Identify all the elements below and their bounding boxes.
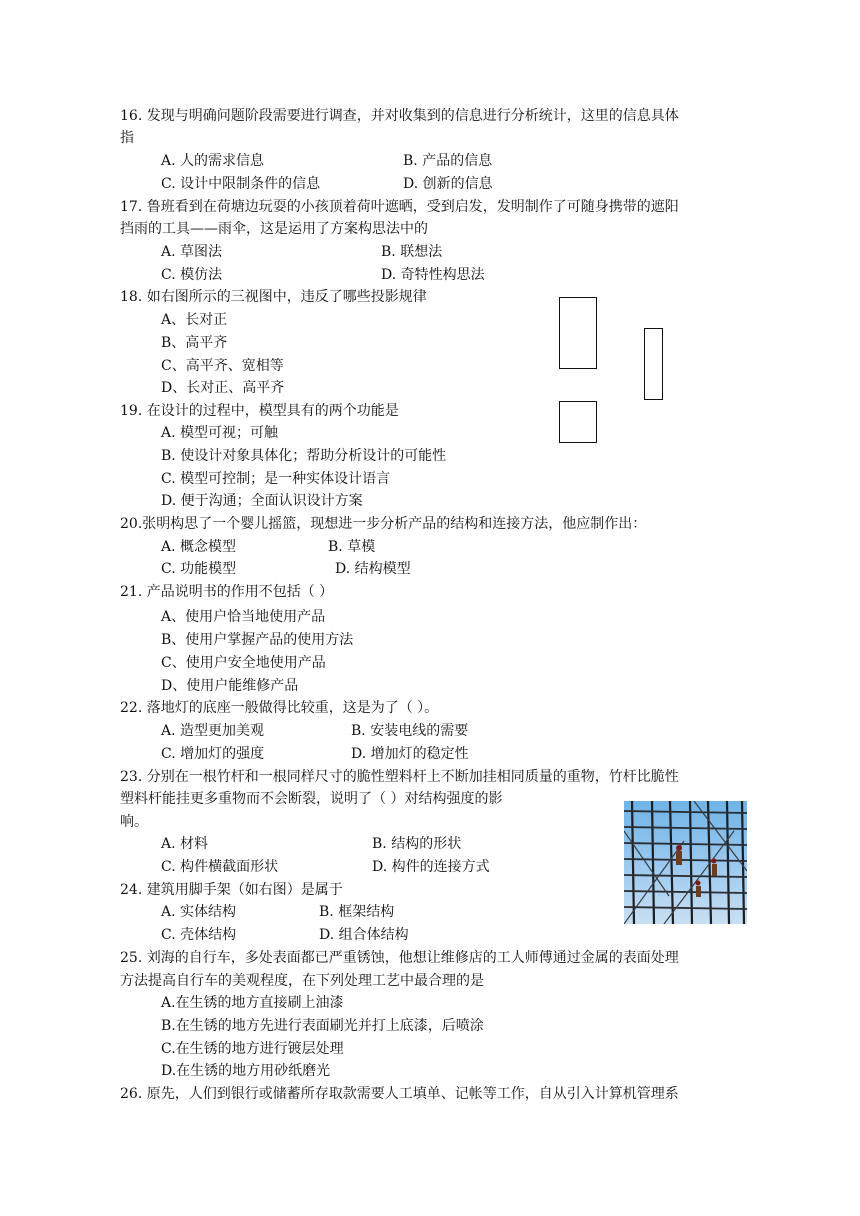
q23-option-c: C. 构件横截面形状 xyxy=(161,859,279,875)
q17-option-d: D. 奇特性构思法 xyxy=(381,267,485,283)
q19-option-c: C. 模型可控制；是一种实体设计语言 xyxy=(161,471,391,487)
q21-option-b: B、使用户掌握产品的使用方法 xyxy=(161,632,354,648)
q24-option-a: A. 实体结构 xyxy=(161,904,237,920)
q19-option-a: A. 模型可视；可触 xyxy=(161,425,279,441)
q19-option-b: B. 使设计对象具体化；帮助分析设计的可能性 xyxy=(161,448,447,464)
q18-option-d: D、长对正、高平齐 xyxy=(161,380,285,396)
q21-stem: 21. 产品说明书的作用不包括（ ） xyxy=(120,584,334,600)
q24-stem: 24. 建筑用脚手架（如右图）是属于 xyxy=(120,882,343,898)
side-view-rect xyxy=(644,328,663,400)
q20-option-a: A. 概念模型 xyxy=(161,539,237,555)
q18-option-b: B、高平齐 xyxy=(161,335,228,351)
q23-stem: 23. 分别在一根竹杆和一根同样尺寸的脆性塑料杆上不断加挂相同质量的重物，竹杆比脆性 xyxy=(120,769,679,785)
q21-option-d: D、使用户能维修产品 xyxy=(161,678,299,694)
q19-option-d: D. 便于沟通；全面认识设计方案 xyxy=(161,493,363,509)
q16-option-c: C. 设计中限制条件的信息 xyxy=(161,176,321,192)
q26-stem: 26. 原先，人们到银行或储蓄所存取款需要人工填单、记帐等工作，自从引入计算机管理系 xyxy=(120,1086,679,1102)
q23-option-d: D. 构件的连接方式 xyxy=(372,859,490,875)
q19-stem: 19. 在设计的过程中，模型具有的两个功能是 xyxy=(120,403,399,419)
scaffolding-illustration xyxy=(624,801,747,924)
q22-option-d: D. 增加灯的稳定性 xyxy=(351,746,469,762)
q24-option-b: B. 框架结构 xyxy=(319,904,395,920)
q25-stem: 25. 刘海的自行车，多处表面都已严重锈蚀，他想让维修店的工人师傅通过金属的表面处理 xyxy=(120,950,679,966)
q21-option-c: C、使用户安全地使用产品 xyxy=(161,655,326,671)
q16-option-d: D. 创新的信息 xyxy=(403,176,493,192)
q21-option-a: A、使用户恰当地使用产品 xyxy=(161,609,326,625)
q18-stem: 18. 如右图所示的三视图中，违反了哪些投影规律 xyxy=(120,289,427,305)
front-view-rect xyxy=(559,297,597,369)
scaffolding-photo xyxy=(624,801,747,924)
q17-option-b: B. 联想法 xyxy=(381,244,443,260)
top-view-rect xyxy=(559,401,597,443)
q17-stem-cont: 挡雨的工具——雨伞，这是运用了方案构思法中的 xyxy=(120,221,428,237)
q22-option-a: A. 造型更加美观 xyxy=(161,723,265,739)
q17-option-c: C. 模仿法 xyxy=(161,267,223,283)
q23-stem-cont2: 响。 xyxy=(120,814,148,830)
q18-option-c: C、高平齐、宽相等 xyxy=(161,358,284,374)
q23-option-a: A. 材料 xyxy=(161,836,209,852)
q25-stem-cont: 方法提高自行车的美观程度，在下列处理工艺中最合理的是 xyxy=(120,973,484,989)
q16-stem: 16. 发现与明确问题阶段需要进行调查，并对收集到的信息进行分析统计，这里的信息具体 xyxy=(120,108,679,124)
q17-stem: 17. 鲁班看到在荷塘边玩耍的小孩顶着荷叶遮晒，受到启发，发明制作了可随身携带的遮阳 xyxy=(120,199,679,215)
q20-option-c: C. 功能模型 xyxy=(161,561,237,577)
q17-option-a: A. 草图法 xyxy=(161,244,223,260)
q16-option-b: B. 产品的信息 xyxy=(403,153,493,169)
q22-option-c: C. 增加灯的强度 xyxy=(161,746,265,762)
q25-option-a: A.在生锈的地方直接刷上油漆 xyxy=(161,995,344,1011)
q22-stem: 22. 落地灯的底座一般做得比较重，这是为了（ ）。 xyxy=(120,700,439,716)
q16-option-a: A. 人的需求信息 xyxy=(161,153,265,169)
q20-option-d: D. 结构模型 xyxy=(335,561,411,577)
q20-stem: 20.张明构思了一个婴儿摇篮，现想进一步分析产品的结构和连接方法，他应制作出： xyxy=(120,516,647,532)
q25-option-d: D.在生锈的地方用砂纸磨光 xyxy=(161,1063,331,1079)
q18-option-a: A、长对正 xyxy=(161,312,228,328)
q16-stem-cont: 指 xyxy=(120,130,134,146)
q25-option-c: C.在生锈的地方进行镀层处理 xyxy=(161,1041,344,1057)
q22-option-b: B. 安装电线的需要 xyxy=(351,723,469,739)
q23-stem-cont: 塑料杆能挂更多重物而不会断裂，说明了（ ）对结构强度的影 xyxy=(120,791,503,807)
q24-option-c: C. 壳体结构 xyxy=(161,927,237,943)
q24-option-d: D. 组合体结构 xyxy=(319,927,409,943)
q25-option-b: B.在生锈的地方先进行表面刷光并打上底漆，后喷涂 xyxy=(161,1018,484,1034)
q23-option-b: B. 结构的形状 xyxy=(372,836,462,852)
q20-option-b: B. 草模 xyxy=(328,539,376,555)
